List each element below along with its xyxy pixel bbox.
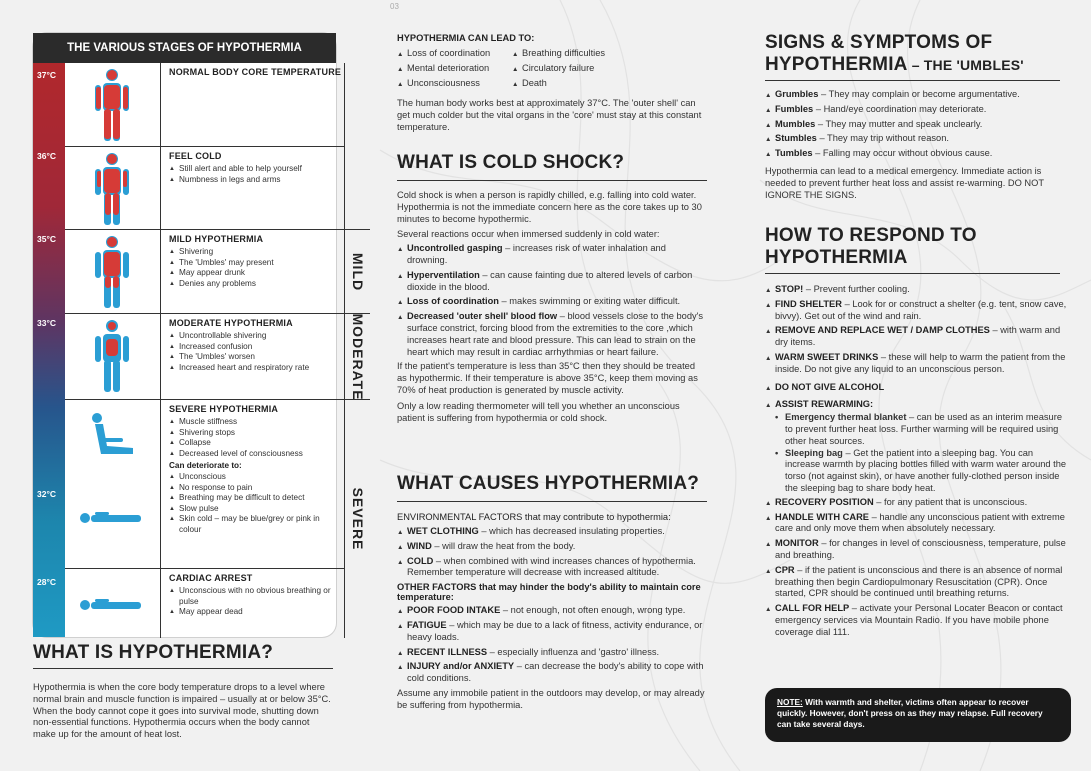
respond-item: ▲ RECOVERY POSITION – for any patient that is unconscious. [765, 497, 1070, 509]
what-is-heading-block [33, 642, 333, 669]
cold-shock-p4: Only a low reading thermometer will tell you whether an unconscious patient is suffering from hypothermia or cold shock. [397, 400, 680, 423]
stage-row-normal [65, 63, 344, 146]
stage-symptom: ▲ Unconscious with no obvious breathing or pulse [169, 586, 344, 607]
cold-shock-item: ▲ Uncontrolled gasping – increases risk of water inhalation and drowning. [397, 243, 707, 267]
recovery-note-box [765, 688, 1071, 742]
body-figure-mild [65, 230, 161, 314]
note-text: With warmth and shelter, victims often appear to recover quickly. However, don't press on as they may relapse. Full recovery can take several days. [777, 697, 1043, 729]
stage-symptom: ▲ No response to pain [169, 483, 344, 494]
cold-shock-item: ▲ Decreased 'outer shell' blood flow – blood vessels close to the body's surface constrict, forcing blood from the extremities to the core ,which increases heart rate and blood pressure. This can lead to strain on the heart which may result in cardiac arrhythmias or heart failure. [397, 311, 707, 358]
lead-to-section [397, 33, 707, 133]
body-figure-moderate [65, 314, 161, 400]
respond-item: ▲ DO NOT GIVE ALCOHOL [765, 382, 1070, 394]
umbles-item: ▲ Fumbles – Hand/eye coordination may deteriorate. [765, 104, 1065, 116]
umbles-item: ▲ Tumbles – Falling may occur without obvious cause. [765, 148, 1065, 160]
temp-label-32: 32°C [37, 489, 56, 499]
cold-shock-heading-block [397, 152, 707, 181]
env-factor-item: ▲ COLD – when combined with wind increases chances of hypothermia. Remember temperature will decrease with increased altitude. [397, 556, 707, 580]
stage-row-severe [65, 399, 344, 569]
signs-heading-block [765, 32, 1060, 81]
stage-symptom: ▲ The 'Umbles' worsen [169, 352, 344, 363]
rewarming-subitem: • Emergency thermal blanket – can be used as an interim measure to prevent further heat loss. Further warming will be required using other heat sources. [769, 412, 1070, 447]
respond-item: ▲ REMOVE AND REPLACE WET / DAMP CLOTHES – with warm and dry items. [765, 325, 1070, 349]
body-figure-feel-cold [65, 147, 161, 230]
temp-label-33: 33°C [37, 318, 56, 328]
other-factor-item: ▲ INJURY and/or ANXIETY – can decrease the body's ability to cope with cold conditions. [397, 661, 707, 685]
stage-symptom: ▲ Collapse [169, 438, 344, 449]
lead-to-item: ▲ Breathing difficulties [512, 46, 605, 61]
stage-symptom: ▲ Decreased level of consciousness [169, 449, 344, 460]
lead-to-item: ▲ Mental deterioration [397, 61, 512, 76]
stages-table [33, 33, 366, 637]
rewarming-subitem: • Sleeping bag – Get the patient into a sleeping bag. You can increase warmth by placing bottles filled with warm water around the torso (not against skin), or have another fully-clothed person inside the sleeping bag to share body heat. [769, 448, 1070, 495]
collapsed-body-icon [65, 400, 160, 569]
stage-symptom: ▲ Muscle stiffness [169, 417, 344, 428]
cold-shock-p3: If the patient's temperature is less than 35°C then they should be treated as hypothermic. If their temperature is above 35°C, keep them moving as 70% of heat production is generated by muscle activity. [397, 361, 698, 395]
stage-title: NORMAL BODY CORE TEMPERATURE [169, 67, 342, 77]
respond-item: ▲ CPR – if the patient is unconscious and there is an absence of normal breathing then begin Cardiopulmonary Resuscitation (CPR). Once started, CPR should be continued until breathing returns. [765, 565, 1070, 600]
stage-title: MILD HYPOTHERMIA [169, 234, 264, 244]
stage-symptom: ▲ Slow pulse [169, 504, 344, 515]
other-factors-title: OTHER FACTORS that may hinder the body's ability to maintain core temperature: [397, 582, 701, 603]
cold-shock-section [397, 190, 707, 424]
signs-body: Hypothermia can lead to a medical emergency. Immediate action is needed to prevent further heat loss and assist re-warming. DO NOT IGNORE THE SIGNS. [765, 165, 1044, 200]
respond-section [765, 284, 1070, 642]
stage-symptom: ▲ Numbness in legs and arms [169, 175, 344, 186]
body-figure-severe [65, 400, 161, 569]
stage-symptom: ▲ May appear drunk [169, 268, 344, 279]
severity-mild: MILD [344, 229, 370, 314]
lead-to-item: ▲ Unconsciousness [397, 76, 512, 91]
umbles-item: ▲ Stumbles – They may trip without reason. [765, 133, 1065, 145]
cold-shock-item: ▲ Hyperventilation – can cause fainting due to altered levels of carbon dioxide in the blood. [397, 270, 707, 294]
other-factor-item: ▲ RECENT ILLNESS – especially influenza and 'gastro' illness. [397, 647, 707, 659]
signs-heading-line1: SIGNS & SYMPTOMS OF [765, 32, 993, 53]
stage-row-cardiac-arrest [65, 568, 344, 638]
cold-shock-heading: WHAT IS COLD SHOCK? [397, 152, 625, 173]
stage-title: SEVERE HYPOTHERMIA [169, 404, 279, 414]
cold-shock-item: ▲ Loss of coordination – makes swimming or exiting water difficult. [397, 296, 707, 308]
respond-item: ▲ CALL FOR HELP – activate your Personal Locater Beacon or contact emergency services via Mountain Radio. If you have mobile phone coverage dial 111. [765, 603, 1070, 638]
signs-heading-line2: HYPOTHERMIA [765, 54, 908, 75]
stage-row-moderate [65, 313, 344, 400]
body-figure-cardiac-arrest [65, 569, 161, 638]
stage-symptom: ▲ Shivering stops [169, 428, 344, 439]
stage-subtitle: Can deteriorate to: [169, 461, 242, 470]
env-factors-title: ENVIRONMENTAL FACTORS that may contribute to hypothermia: [397, 512, 671, 522]
respond-item: ▲ HANDLE WITH CARE – handle any unconscious patient with extreme care and only move them when absolutely necessary. [765, 512, 1070, 536]
respond-item: ▲ STOP! – Prevent further cooling. [765, 284, 1070, 296]
respond-item: ▲ FIND SHELTER – Look for or construct a shelter (e.g. tent, snow cave, bivvy). Get out of the wind and rain. [765, 299, 1070, 323]
standing-body-icon [65, 314, 160, 400]
respond-item: ▲ ASSIST REWARMING: [765, 399, 1070, 411]
standing-body-icon [65, 63, 160, 146]
respond-heading-block [765, 225, 1060, 274]
temp-label-36: 36°C [37, 151, 56, 161]
umbles-item: ▲ Grumbles – They may complain or become argumentative. [765, 89, 1065, 101]
standing-body-icon [65, 147, 160, 230]
lead-to-title: HYPOTHERMIA CAN LEAD TO: [397, 33, 535, 43]
stage-symptom: ▲ Increased confusion [169, 342, 344, 353]
stages-title: THE VARIOUS STAGES OF HYPOTHERMIA [33, 33, 336, 63]
causes-heading: WHAT CAUSES HYPOTHERMIA? [397, 473, 700, 494]
stage-symptom: ▲ The 'Umbles' may present [169, 258, 344, 269]
temperature-gradient-bar [33, 63, 65, 637]
stage-symptom: ▲ Uncontrollable shivering [169, 331, 344, 342]
severity-moderate: MODERATE [344, 313, 370, 400]
env-factor-item: ▲ WIND – will draw the heat from the body. [397, 541, 707, 553]
stage-symptom: ▲ Skin cold – may be blue/grey or pink in colour [169, 514, 344, 535]
what-is-heading: WHAT IS HYPOTHERMIA? [33, 642, 274, 663]
page-number: 03 [390, 2, 399, 11]
respond-heading-line1: HOW TO RESPOND TO [765, 225, 977, 246]
other-factor-item: ▲ FATIGUE – which may be due to a lack of fitness, activity endurance, or heavy loads. [397, 620, 707, 644]
body-figure-normal [65, 63, 161, 146]
stage-title: FEEL COLD [169, 151, 222, 161]
respond-item: ▲ MONITOR – for changes in level of consciousness, temperature, pulse and breathing. [765, 538, 1070, 562]
stage-symptom: ▲ Shivering [169, 247, 344, 258]
env-factor-item: ▲ WET CLOTHING – which has decreased insulating properties. [397, 526, 707, 538]
what-is-body: Hypothermia is when the core body temperature drops to a level where normal brain and muscle function is impaired – usually at or below 35°C. When the body cannot cope it goes into survival mode, shutting down non-essential functions. Hypothermia occurs when the body cannot make up for the amount of heat lost. [33, 682, 331, 740]
stage-symptom: ▲ Breathing may be difficult to detect [169, 493, 344, 504]
umbles-item: ▲ Mumbles – They may mutter and speak unclearly. [765, 119, 1065, 131]
lying-body-icon [65, 569, 160, 638]
stage-symptom: ▲ Increased heart and respiratory rate [169, 363, 344, 374]
stage-symptom: ▲ Still alert and able to help yourself [169, 164, 344, 175]
stage-symptom: ▲ May appear dead [169, 607, 344, 618]
respond-item: ▲ WARM SWEET DRINKS – these will help to warm the patient from the inside. Do not give any liquid to an unconscious person. [765, 352, 1070, 376]
signs-heading-suffix: – THE 'UMBLES' [907, 57, 1024, 73]
other-factor-item: ▲ POOR FOOD INTAKE – not enough, not often enough, wrong type. [397, 605, 707, 617]
note-label: NOTE: [777, 697, 803, 707]
cold-shock-p2: Several reactions occur when immersed suddenly in cold water: [397, 229, 660, 240]
causes-closing: Assume any immobile patient in the outdoors may develop, or may already be suffering from hypothermia. [397, 687, 705, 710]
stage-title: CARDIAC ARREST [169, 573, 253, 583]
temp-label-37: 37°C [37, 70, 56, 80]
causes-heading-block [397, 473, 707, 502]
respond-heading-line2: HYPOTHERMIA [765, 247, 908, 268]
stage-row-mild [65, 229, 344, 314]
stage-title: MODERATE HYPOTHERMIA [169, 318, 293, 328]
temp-label-28: 28°C [37, 577, 56, 587]
cold-shock-p1: Cold shock is when a person is rapidly chilled, e.g. falling into cold water. Hypothermia is not the immediate concern here as the core takes up to 30 minutes to become hypothermic. [397, 190, 702, 224]
severity-blank [344, 63, 370, 229]
standing-body-icon [65, 230, 160, 314]
lead-to-item: ▲ Circulatory failure [512, 61, 605, 76]
lead-to-item: ▲ Death [512, 76, 605, 91]
temp-label-35: 35°C [37, 234, 56, 244]
stage-symptom: ▲ Denies any problems [169, 279, 344, 290]
lead-to-body: The human body works best at approximately 37°C. The 'outer shell' can get much colder but the vital organs in the 'core' must stay at this constant temperature. [397, 98, 702, 132]
severity-severe: SEVERE [344, 399, 370, 638]
stage-symptom: ▲ Unconscious [169, 472, 344, 483]
signs-section [765, 89, 1065, 201]
causes-section [397, 512, 707, 712]
stage-row-feel-cold [65, 146, 344, 230]
lead-to-item: ▲ Loss of coordination [397, 46, 512, 61]
